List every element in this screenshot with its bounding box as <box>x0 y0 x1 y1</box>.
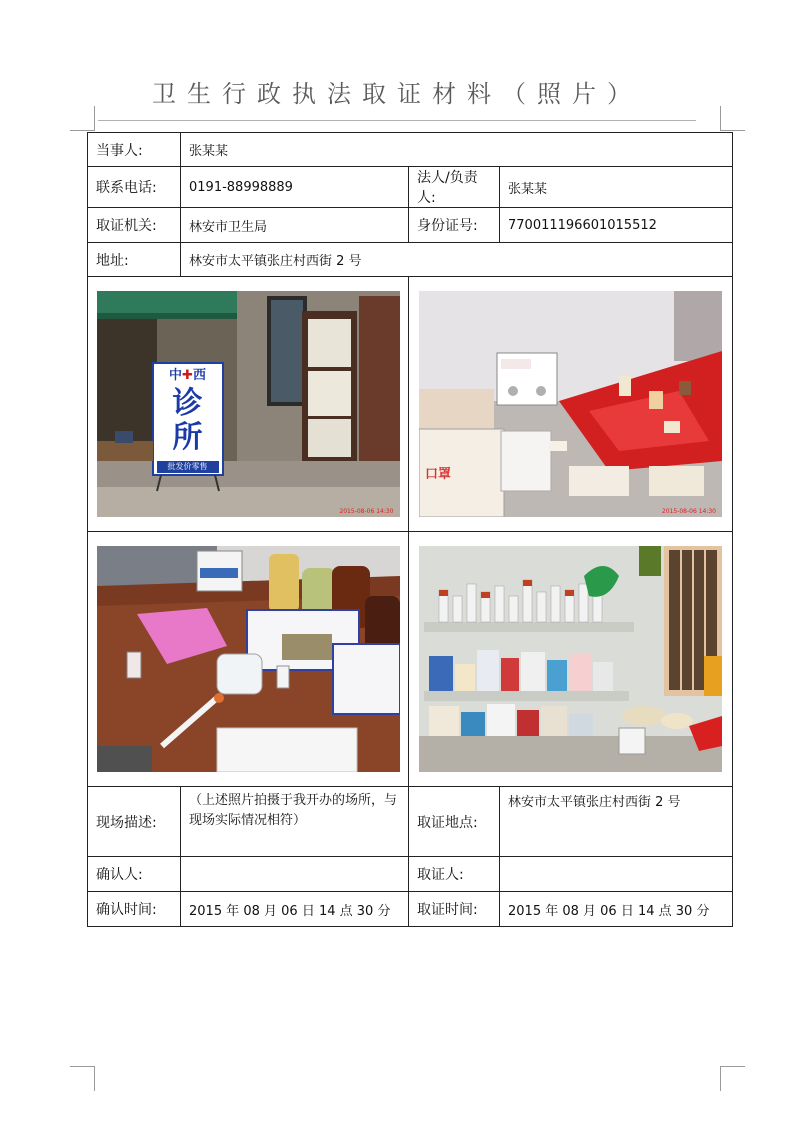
box-label: 口罩 <box>425 467 452 482</box>
photo-cell-2 <box>409 277 733 532</box>
row-party <box>88 133 733 167</box>
confirmer-value <box>181 857 409 892</box>
row-confirmer <box>88 857 733 892</box>
row-scene <box>88 787 733 857</box>
scene-description-label: 现场描述: <box>88 787 181 857</box>
photo-clinic-storefront <box>97 291 400 517</box>
phone-label: 联系电话: <box>88 167 181 208</box>
legal-rep-label: 法人/负责人: <box>409 167 500 208</box>
evidence-location-label: 取证地点: <box>409 787 500 857</box>
sign-text-bottom: 批发价零售 <box>167 462 208 471</box>
collect-time-label: 取证时间: <box>409 892 500 927</box>
row-agency <box>88 208 733 243</box>
crop-mark-top-right <box>720 106 745 131</box>
id-number-label: 身份证号: <box>409 208 500 243</box>
photo-cell-1 <box>88 277 409 532</box>
photo-cell-4 <box>409 532 733 787</box>
address-value: 林安市太平镇张庄村西街 2 号 <box>181 243 733 277</box>
confirm-time-value: 2015 年 08 月 06 日 14 点 30 分 <box>181 892 409 927</box>
document-title: 卫生行政执法取证材料（照片） <box>152 80 642 108</box>
row-times <box>88 892 733 927</box>
row-photos-1 <box>88 277 733 532</box>
row-photos-2 <box>88 532 733 787</box>
sign-text-clinic-1: 诊 <box>172 386 203 421</box>
legal-rep-value: 张某某 <box>500 167 733 208</box>
evidence-form <box>87 132 733 927</box>
photo-desk-injection-supplies <box>97 546 400 772</box>
photo-medical-waste <box>419 291 722 517</box>
crop-mark-bottom-left <box>70 1066 95 1091</box>
red-cross-icon: ✚ <box>182 368 193 383</box>
sign-text-clinic-2: 所 <box>172 420 203 455</box>
collect-time-value: 2015 年 08 月 06 日 14 点 30 分 <box>500 892 733 927</box>
phone-value: 0191-88998889 <box>181 167 409 208</box>
title-divider <box>98 120 696 121</box>
collector-value <box>500 857 733 892</box>
photo-cell-3 <box>88 532 409 787</box>
address-label: 地址: <box>88 243 181 277</box>
photo-timestamp: 2015-08-06 14:30 <box>339 508 394 515</box>
sign-text-western: 西 <box>192 368 206 383</box>
confirm-time-label: 确认时间: <box>88 892 181 927</box>
crop-mark-top-left <box>70 106 95 131</box>
evidence-location-value: 林安市太平镇张庄村西街 2 号 <box>500 787 733 857</box>
confirmer-label: 确认人: <box>88 857 181 892</box>
sign-text-chinese: 中 <box>169 368 183 383</box>
crop-mark-bottom-right <box>720 1066 745 1091</box>
photo-timestamp: 2015-08-06 14:30 <box>661 508 716 515</box>
agency-label: 取证机关: <box>88 208 181 243</box>
party-label: 当事人: <box>88 133 181 167</box>
row-phone <box>88 167 733 208</box>
id-number-value: 770011196601015512 <box>500 208 733 243</box>
scene-description-value: （上述照片拍摄于我开办的场所，与现场实际情况相符） <box>181 787 409 857</box>
photo-medicine-shelves <box>419 546 722 772</box>
row-address <box>88 243 733 277</box>
agency-value: 林安市卫生局 <box>181 208 409 243</box>
collector-label: 取证人: <box>409 857 500 892</box>
party-value: 张某某 <box>181 133 733 167</box>
